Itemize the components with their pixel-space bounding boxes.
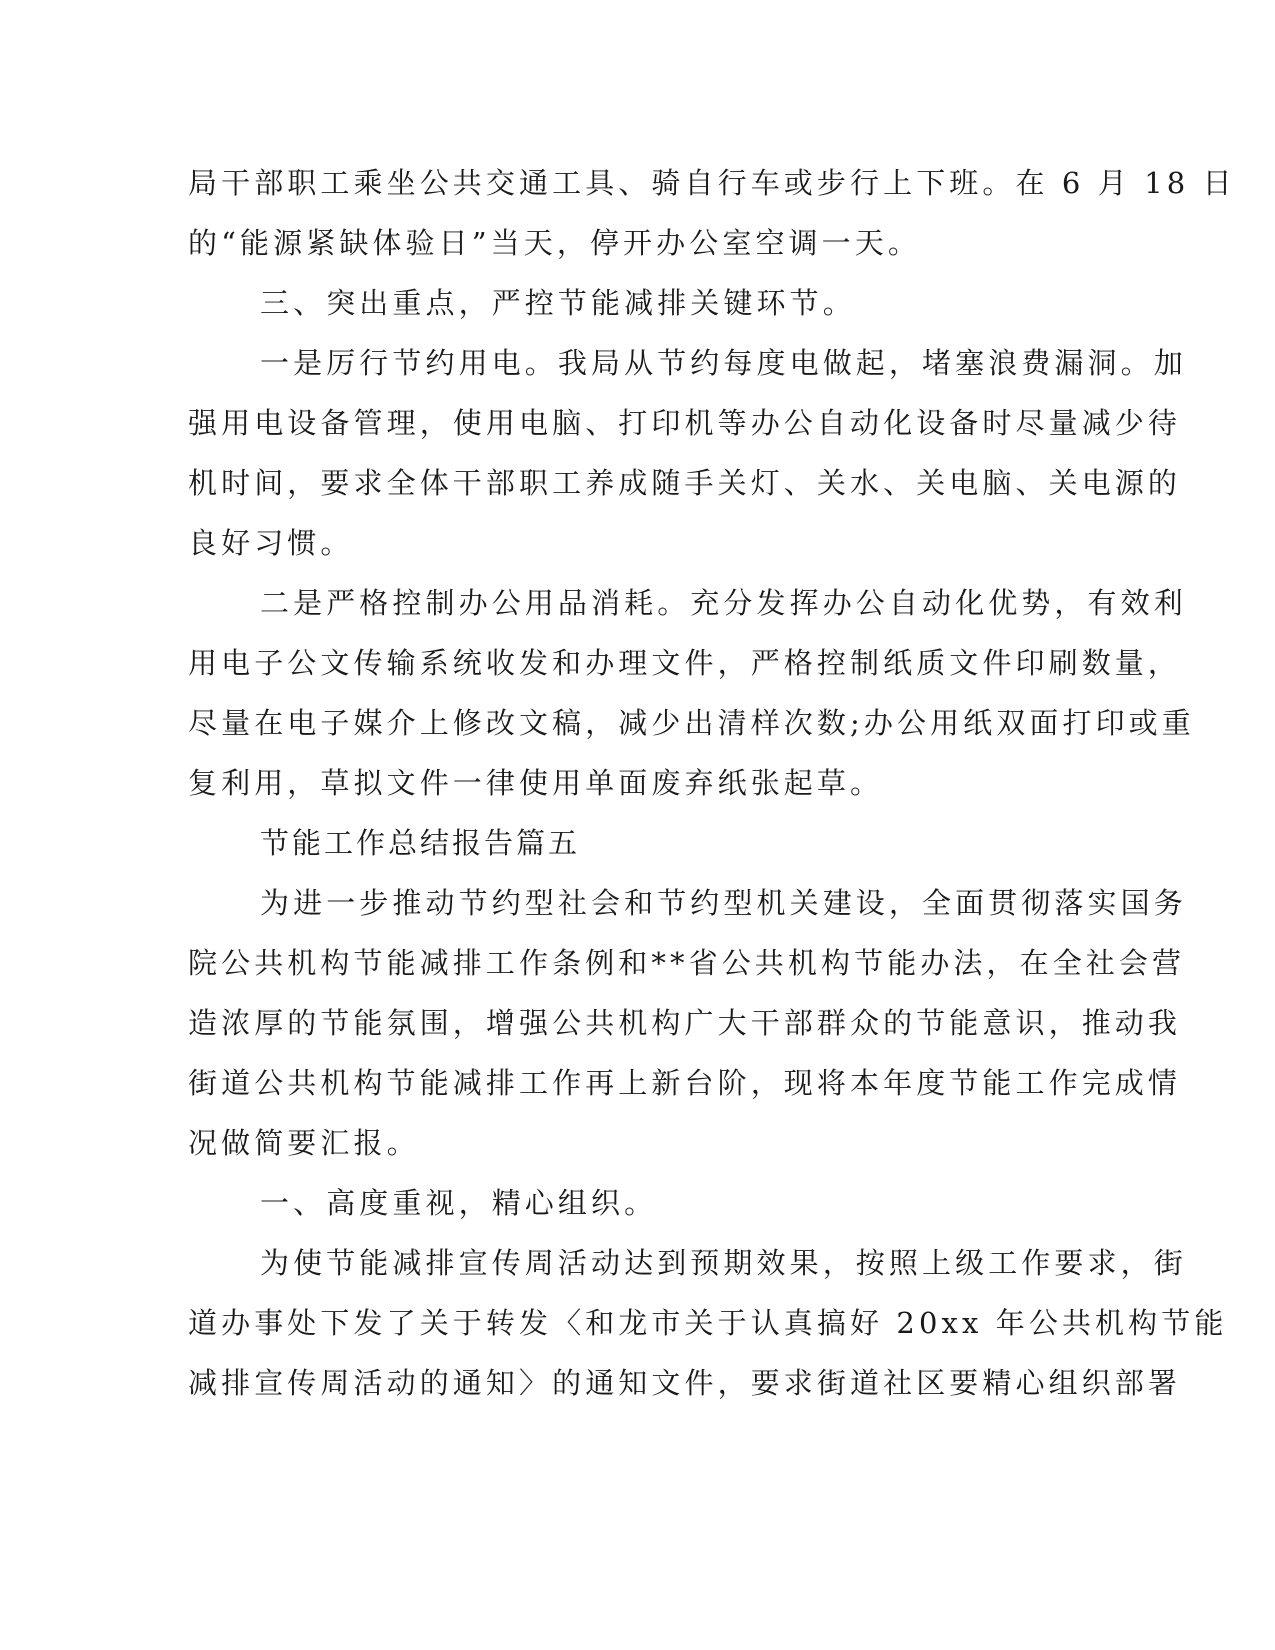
paragraph-publicity-week <box>188 1233 1228 1413</box>
text-line: 尽量在电子媒介上修改文稿，减少出清样次数;办公用纸双面打印或重 <box>188 706 1195 740</box>
text-line: 一是厉行节约用电。我局从节约每度电做起，堵塞浪费漏洞。加 <box>260 346 1187 380</box>
text-line: 为进一步推动节约型社会和节约型机关建设，全面贯彻落实国务 <box>260 886 1187 920</box>
text-line: 街道公共机构节能减排工作再上新台阶，现将本年度节能工作完成情 <box>188 1066 1182 1100</box>
text-line: 造浓厚的节能氛围，增强公共机构广大干部群众的节能意识，推动我 <box>188 1006 1182 1040</box>
text-line: 减排宣传周活动的通知〉的通知文件，要求街道社区要精心组织部署 <box>188 1366 1182 1400</box>
text-line: 三、突出重点，严控节能减排关键环节。 <box>260 286 856 320</box>
text-line: 一、高度重视，精心组织。 <box>260 1186 658 1220</box>
text-line: 为使节能减排宣传周活动达到预期效果，按照上级工作要求，街 <box>260 1246 1187 1280</box>
text-line: 况做简要汇报。 <box>188 1126 420 1160</box>
text-line: 的“能源紧缺体验日”当天，停开办公室空调一天。 <box>188 226 921 260</box>
text-line: 用电子公文传输系统收发和办理文件，严格控制纸质文件印刷数量， <box>188 646 1182 680</box>
text-line: 二是严格控制办公用品消耗。充分发挥办公自动化优势，有效利 <box>260 586 1187 620</box>
paragraph-save-electricity <box>188 333 1187 573</box>
heading-text: 节能工作总结报告篇五 <box>260 826 581 860</box>
document-body <box>188 153 1236 1413</box>
paragraph-office-supplies <box>188 573 1195 813</box>
text-line: 局干部职工乘坐公共交通工具、骑自行车或步行上下班。在 6 月 18 日 <box>188 166 1236 200</box>
text-line: 道办事处下发了关于转发〈和龙市关于认真搞好 20xx 年公共机构节能 <box>188 1306 1228 1340</box>
text-line: 机时间，要求全体干部职工养成随手关灯、关水、关电脑、关电源的 <box>188 466 1182 500</box>
paragraph-section-three <box>188 273 1063 333</box>
paragraph-section-one <box>188 1173 1063 1233</box>
text-line: 复利用，草拟文件一律使用单面废弃纸张起草。 <box>188 766 884 800</box>
text-line: 强用电设备管理，使用电脑、打印机等办公自动化设备时尽量减少待 <box>188 406 1182 440</box>
paragraph-intro <box>188 873 1187 1173</box>
paragraph-commute <box>188 153 1236 273</box>
section-heading <box>188 813 1063 873</box>
text-line: 院公共机构节能减排工作条例和**省公共机构节能办法，在全社会营 <box>188 946 1186 980</box>
text-line: 良好习惯。 <box>188 526 354 560</box>
